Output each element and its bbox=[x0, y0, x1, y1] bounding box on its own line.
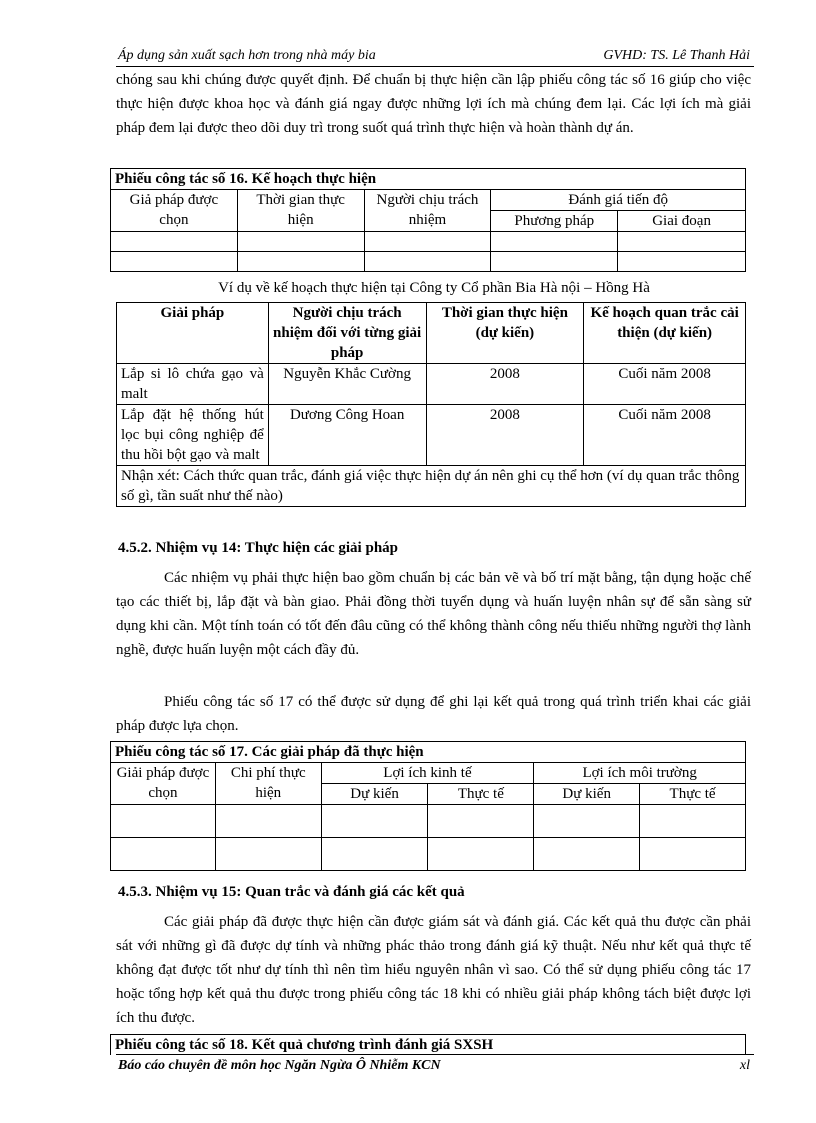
example-cell-time: 2008 bbox=[426, 364, 584, 405]
example-plan-table bbox=[116, 302, 746, 507]
example-cell-solution: Lắp đặt hệ thống hút lọc bụi công nghiệp để thu hồi bột gạo và malt bbox=[117, 405, 269, 466]
example-header-time: Thời gian thực hiện (dự kiến) bbox=[426, 303, 584, 364]
table-row bbox=[117, 405, 746, 466]
example-caption: Ví dụ về kế hoạch thực hiện tại Công ty Cổ phần Bia Hà nội – Hồng Hà bbox=[218, 280, 650, 296]
form-16-blank-row bbox=[111, 232, 746, 252]
form-17-col-solution: Giải pháp được chọn bbox=[111, 763, 216, 805]
example-header-responsible: Người chịu trách nhiệm đối với từng giải pháp bbox=[268, 303, 426, 364]
form-17-table bbox=[110, 741, 746, 871]
example-note: Nhận xét: Cách thức quan trắc, đánh giá việc thực hiện dự án nên ghi cụ thể hơn (ví dụ quan trắc thông số gì, tần suất như thế nào) bbox=[117, 466, 746, 507]
section-4-5-2-heading: 4.5.2. Nhiệm vụ 14: Thực hiện các giải pháp bbox=[118, 540, 399, 556]
example-header-solution: Giải pháp bbox=[117, 303, 269, 364]
form-16-col-progress: Đánh giá tiến độ bbox=[491, 190, 746, 211]
example-cell-responsible: Nguyễn Khắc Cường bbox=[268, 364, 426, 405]
form-17-col-env-actual: Thực tế bbox=[640, 784, 746, 805]
running-header-title: Áp dụng sản xuất sạch hơn trong nhà máy bia bbox=[118, 48, 376, 63]
section-4-5-3-paragraph-1: Các giải pháp đã được thực hiện cần được giám sát và đánh giá. Các kết quả thu được cần phải sát với những gì đã được dự tính và những phác thảo trong đánh giá kỹ thuật. Nếu như kết quả thực tế không đạt được tốt như dự tính thì nên tìm hiểu nguyên nhân vì sao. Có thể sử dụng phiếu công tác 17 hoặc tổng hợp kết quả thu được trong phiếu công tác 18 khi có nhiều giải pháp không tách biệt được lợi ích thu được. bbox=[116, 914, 751, 1026]
section-4-5-2-paragraph-1: Các nhiệm vụ phải thực hiện bao gồm chuẩn bị các bản vẽ và bố trí mặt bằng, tận dụng hoặc chế tạo các thiết bị, lắp đặt và bàn giao. Phải đồng thời tuyển dụng và huấn luyện nhân sự để sẵn sàng sử dụng khi cần. Một tính toán có tốt đến đâu cũng có thể không thành công nếu thiếu những người thợ lành nghề, được huấn luyện một cách đầy đủ. bbox=[116, 570, 751, 658]
form-16-col-method: Phương pháp bbox=[491, 211, 618, 232]
form-17-blank-row bbox=[111, 805, 746, 838]
header-rule bbox=[116, 66, 754, 67]
form-17-col-cost: Chi phí thực hiện bbox=[215, 763, 321, 805]
example-cell-monitoring: Cuối năm 2008 bbox=[584, 405, 746, 466]
form-17-col-econ-planned: Dự kiến bbox=[321, 784, 428, 805]
section-4-5-2-paragraph-2: Phiếu công tác số 17 có thể được sử dụng để ghi lại kết quả trong quá trình triển khai các giải pháp được lựa chọn. bbox=[116, 694, 751, 734]
table-row bbox=[117, 364, 746, 405]
footer-rule bbox=[116, 1054, 754, 1055]
form-18-table bbox=[110, 1034, 746, 1055]
example-cell-responsible: Dương Công Hoan bbox=[268, 405, 426, 466]
form-17-col-env-planned: Dự kiến bbox=[534, 784, 640, 805]
form-16-title: Phiếu công tác số 16. Kế hoạch thực hiện bbox=[111, 169, 746, 190]
page-number: xl bbox=[739, 1058, 750, 1073]
form-16-col-stage: Giai đoạn bbox=[618, 211, 746, 232]
running-header-advisor: GVHD: TS. Lê Thanh Hải bbox=[603, 48, 750, 63]
form-16-blank-row bbox=[111, 252, 746, 272]
form-18-title: Phiếu công tác số 18. Kết quả chương trình đánh giá SXSH bbox=[111, 1035, 746, 1056]
intro-paragraph: chóng sau khi chúng được quyết định. Để chuẩn bị thực hiện cần lập phiếu công tác số 16 giúp cho việc thực hiện được khoa học và đánh giá ngay được những lợi ích mà chúng đem lại. Các lợi ích mà giải pháp đem lại được theo dõi duy trì trong suốt quá trình thực hiện và hoàn thành dự án. bbox=[116, 72, 751, 136]
form-16-col-solution: Giả pháp được chọn bbox=[111, 190, 238, 232]
form-17-blank-row bbox=[111, 838, 746, 871]
form-17-col-economic: Lợi ích kinh tế bbox=[321, 763, 534, 784]
form-17-col-econ-actual: Thực tế bbox=[428, 784, 534, 805]
example-cell-time: 2008 bbox=[426, 405, 584, 466]
example-cell-solution: Lắp si lô chứa gạo và malt bbox=[117, 364, 269, 405]
example-header-monitoring: Kế hoạch quan trắc cải thiện (dự kiến) bbox=[584, 303, 746, 364]
section-4-5-3-heading: 4.5.3. Nhiệm vụ 15: Quan trắc và đánh giá các kết quả bbox=[118, 884, 465, 900]
form-16-col-responsible: Người chịu trách nhiệm bbox=[364, 190, 491, 232]
form-17-title: Phiếu công tác số 17. Các giải pháp đã thực hiện bbox=[111, 742, 746, 763]
form-16-col-time: Thời gian thực hiện bbox=[237, 190, 364, 232]
form-16-table bbox=[110, 168, 746, 272]
example-cell-monitoring: Cuối năm 2008 bbox=[584, 364, 746, 405]
form-17-col-environmental: Lợi ích môi trường bbox=[534, 763, 746, 784]
footer-report-title: Báo cáo chuyên đề môn học Ngăn Ngừa Ô Nhiễm KCN bbox=[118, 1058, 441, 1073]
